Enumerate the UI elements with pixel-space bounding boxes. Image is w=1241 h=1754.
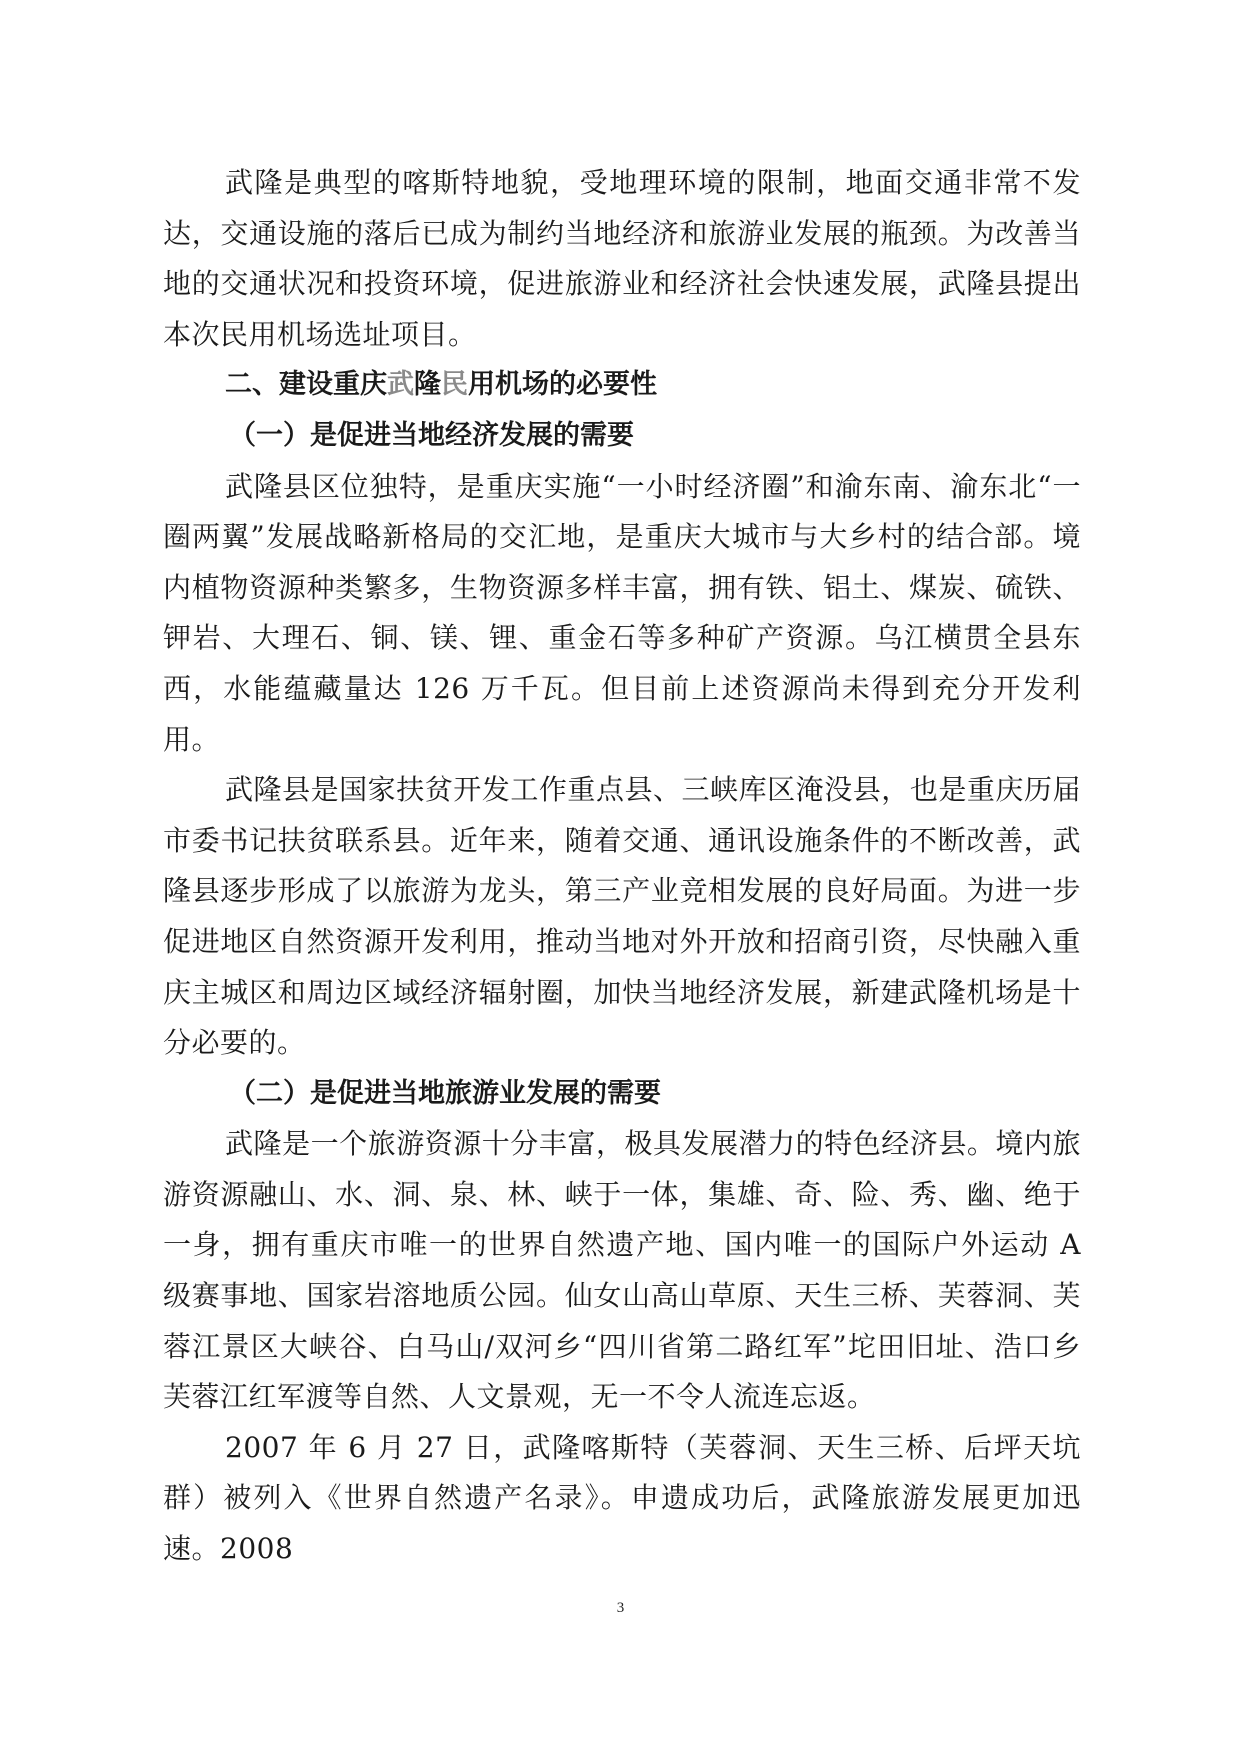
paragraph-world-heritage: 2007 年 6 月 27 日，武隆喀斯特（芙蓉洞、天生三桥、后坪天坑群）被列入《世界自然遗产名录》。申遗成功后，武隆旅游发展更加迅速。2008 [163,1430,1081,1566]
paragraph-location-resources: 武隆县区位独特，是重庆实施“一小时经济圈”和渝东南、渝东北“一圈两翼”发展战略新格局的交汇地，是重庆大城市与大乡村的结合部。境内植物资源种类繁多，生物资源多样丰富，拥有铁、铝土、煤炭、硫铁、钾岩、大理石、铜、镁、锂、重金石等多种矿产资源。乌江横贯全县东西，水能蕴藏量达 126 万千瓦。但目前上述资源尚未得到充分开发利用。 [163,469,1081,756]
document-body [163,158,1081,1575]
paragraph-intro: 武隆是典型的喀斯特地貌，受地理环境的限制，地面交通非常不发达，交通设施的落后已成为制约当地经济和旅游业发展的瓶颈。为改善当地的交通状况和投资环境，促进旅游业和经济社会快速发展，武隆县提出本次民用机场选址项目。 [163,166,1081,351]
heading-text-suffix: 用机场的必要性 [468,369,657,401]
heading-text-prefix: 二、建设重庆 [225,369,387,401]
section-heading-necessity [163,360,1081,411]
page-number: 3 [616,1600,625,1616]
subheading-economic-development: （一）是促进当地经济发展的需要 [229,419,634,451]
subheading-tourism-development: （二）是促进当地旅游业发展的需要 [229,1077,661,1109]
heading-gray-char-2: 民 [441,369,468,401]
heading-text-mid: 隆 [414,369,441,401]
heading-gray-char-1: 武 [387,369,414,401]
paragraph-poverty-alleviation: 武隆县是国家扶贫开发工作重点县、三峡库区淹没县，也是重庆历届市委书记扶贫联系县。近年来，随着交通、通讯设施条件的不断改善，武隆县逐步形成了以旅游为龙头，第三产业竞相发展的良好局面。为进一步促进地区自然资源开发利用，推动当地对外开放和招商引资，尽快融入重庆主城区和周边区域经济辐射圈，加快当地经济发展，新建武隆机场是十分必要的。 [163,773,1081,1060]
paragraph-tourism-resources: 武隆是一个旅游资源十分丰富，极具发展潜力的特色经济县。境内旅游资源融山、水、洞、泉、林、峡于一体，集雄、奇、险、秀、幽、绝于一身，拥有重庆市唯一的世界自然遗产地、国内唯一的国际户外运动 A 级赛事地、国家岩溶地质公园。仙女山高山草原、天生三桥、芙蓉洞、芙蓉江景区大峡谷、白马山/双河乡“四川省第二路红军”坨田旧址、浩口乡芙蓉江红军渡等自然、人文景观，无一不令人流连忘返。 [163,1127,1081,1414]
